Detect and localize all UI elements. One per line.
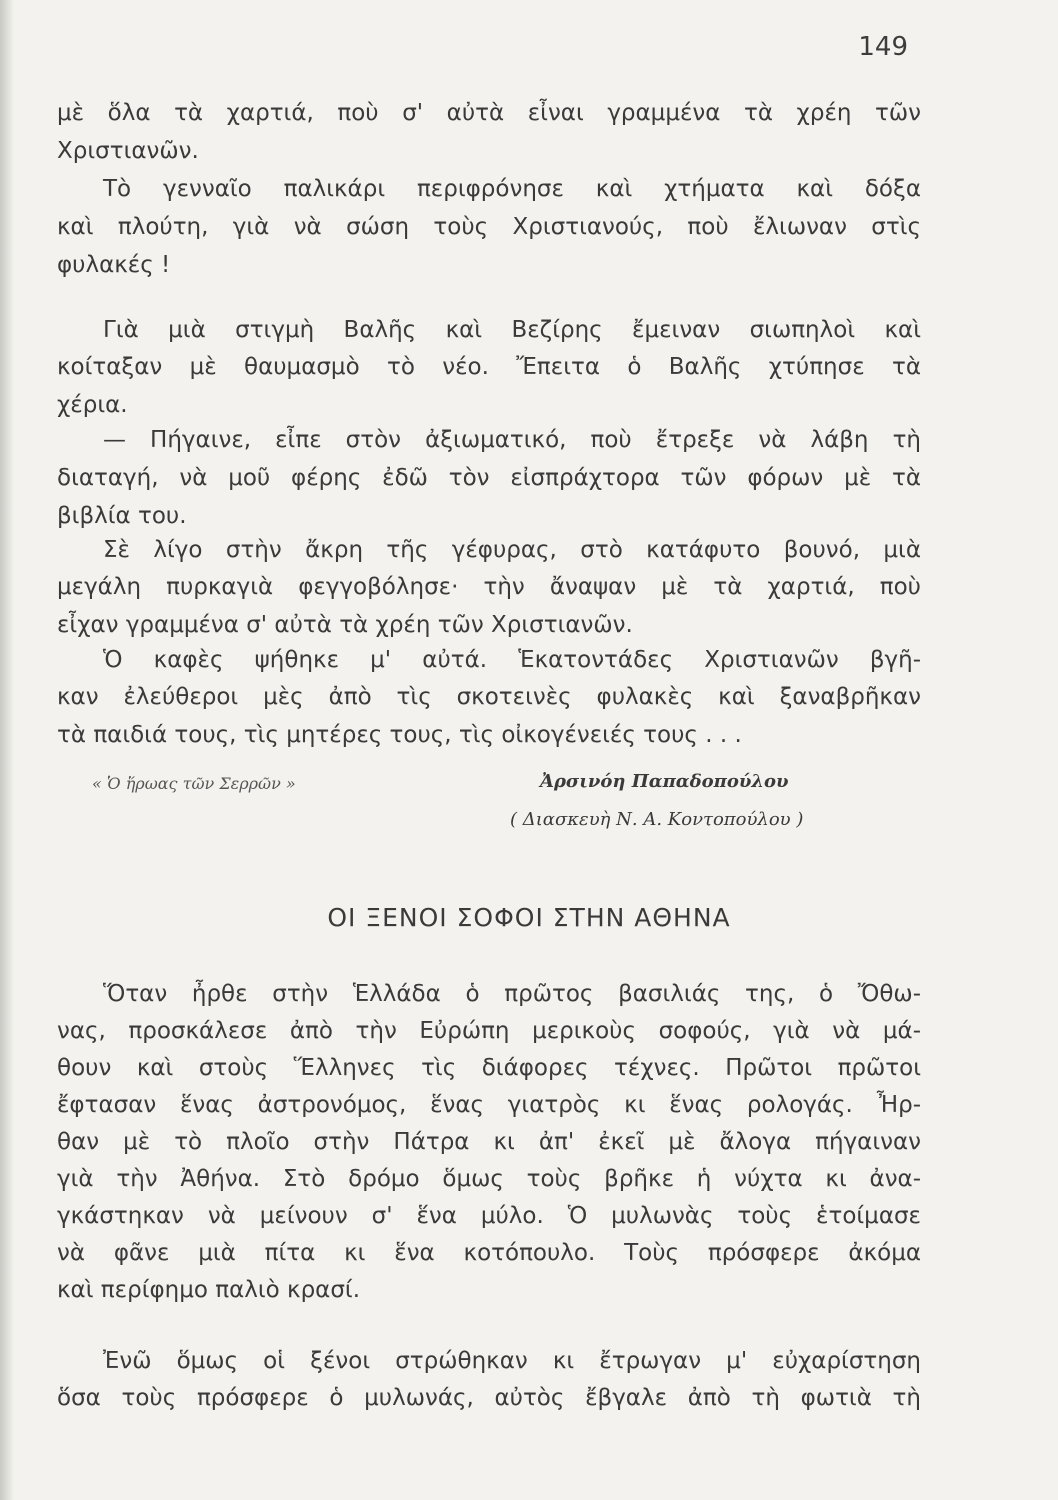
text-line: νὰ φᾶνε μιὰ πίτα κι ἕνα κοτόπουλο. Τοὺς πρόσφερε ἀκόμα: [57, 1240, 921, 1266]
text-line: ἔφτασαν ἕνας ἀστρονόμος, ἕνας γιατρὸς κι ἕνας ρολογάς. Ἦρ-: [57, 1092, 921, 1118]
text-line: βιβλία του.: [57, 503, 187, 529]
text-line: νας, προσκάλεσε ἀπὸ τὴν Εὐρώπη μερικοὺς σοφούς, γιὰ νὰ μά-: [57, 1018, 921, 1044]
text-line: εἶχαν γραμμένα σ' αὐτὰ τὰ χρέη τῶν Χριστιανῶν.: [57, 612, 633, 638]
text-line: μεγάλη πυρκαγιὰ φεγγοβόλησε· τὴν ἄναψαν μὲ τὰ χαρτιά, ποὺ: [57, 574, 921, 600]
page-binding-edge: [0, 0, 14, 1500]
text-line: — Πήγαινε, εἶπε στὸν ἀξιωματικό, ποὺ ἔτρεξε νὰ λάβη τὴ: [103, 427, 921, 453]
text-line: ὅσα τοὺς πρόσφερε ὁ μυλωνάς, αὐτὸς ἔβγαλε ἀπὸ τὴ φωτιὰ τὴ: [57, 1385, 921, 1411]
text-line: καν ἐλεύθεροι μὲς ἀπὸ τὶς σκοτεινὲς φυλακὲς καὶ ξαναβρῆκαν: [57, 684, 921, 710]
text-line: Τὸ γενναῖο παλικάρι περιφρόνησε καὶ χτήματα καὶ δόξα: [103, 176, 921, 202]
text-line: θαν μὲ τὸ πλοῖο στὴν Πάτρα κι ἀπ' ἐκεῖ μὲ ἄλογα πήγαιναν: [57, 1129, 921, 1155]
text-line: χέρια.: [57, 392, 128, 418]
text-line: Ἐνῶ ὅμως οἱ ξένοι στρώθηκαν κι ἔτρωγαν μ' εὐχαρίστηση: [103, 1348, 921, 1374]
text-line: κοίταξαν μὲ θαυμασμὸ τὸ νέο. Ἔπειτα ὁ Βαλῆς χτύπησε τὰ: [57, 354, 921, 380]
text-line: γκάστηκαν νὰ μείνουν σ' ἕνα μύλο. Ὁ μυλωνὰς τοὺς ἑτοίμασε: [57, 1203, 921, 1229]
text-line: διαταγή, νὰ μοῦ φέρης ἐδῶ τὸν εἰσπράχτορα τῶν φόρων μὲ τὰ: [57, 465, 921, 491]
text-line: Ὅταν ἦρθε στὴν Ἑλλάδα ὁ πρῶτος βασιλιάς της, ὁ Ὄθω-: [103, 981, 921, 1007]
text-line: θουν καὶ στοὺς Ἕλληνες τὶς διάφορες τέχνες. Πρῶτοι πρῶτοι: [57, 1055, 921, 1081]
page-number: 149: [858, 32, 908, 62]
source-title: « Ὁ ἥρωας τῶν Σερρῶν »: [92, 774, 296, 793]
text-line: μὲ ὅλα τὰ χαρτιά, ποὺ σ' αὐτὰ εἶναι γραμμένα τὰ χρέη τῶν: [57, 100, 921, 126]
text-line: καὶ περίφημο παλιὸ κρασί.: [57, 1277, 361, 1303]
text-line: Χριστιανῶν.: [57, 138, 199, 164]
adaptation-credit: ( Διασκευὴ Ν. Α. Κοντοπούλου ): [510, 809, 804, 830]
text-line: Ὁ καφὲς ψήθηκε μ' αὐτά. Ἑκατοντάδες Χριστιανῶν βγῆ-: [103, 647, 921, 673]
text-line: τὰ παιδιά τους, τὶς μητέρες τους, τὶς οἰκογένειές τους . . .: [57, 722, 742, 748]
section-heading: ΟΙ ΞΕΝΟΙ ΣΟΦΟΙ ΣΤΗΝ ΑΘΗΝΑ: [327, 903, 731, 932]
text-line: γιὰ τὴν Ἀθήνα. Στὸ δρόμο ὅμως τοὺς βρῆκε ἡ νύχτα κι ἀνα-: [57, 1166, 921, 1192]
text-line: Σὲ λίγο στὴν ἄκρη τῆς γέφυρας, στὸ κατάφυτο βουνό, μιὰ: [103, 537, 921, 563]
author-name: Ἀρσινόη Παπαδοπούλου: [540, 771, 789, 792]
text-line: Γιὰ μιὰ στιγμὴ Βαλῆς καὶ Βεζίρης ἔμειναν σιωπηλοὶ καὶ: [103, 317, 921, 343]
text-line: φυλακές !: [57, 252, 171, 278]
text-line: καὶ πλούτη, γιὰ νὰ σώση τοὺς Χριστιανούς, ποὺ ἔλιωναν στὶς: [57, 214, 921, 240]
